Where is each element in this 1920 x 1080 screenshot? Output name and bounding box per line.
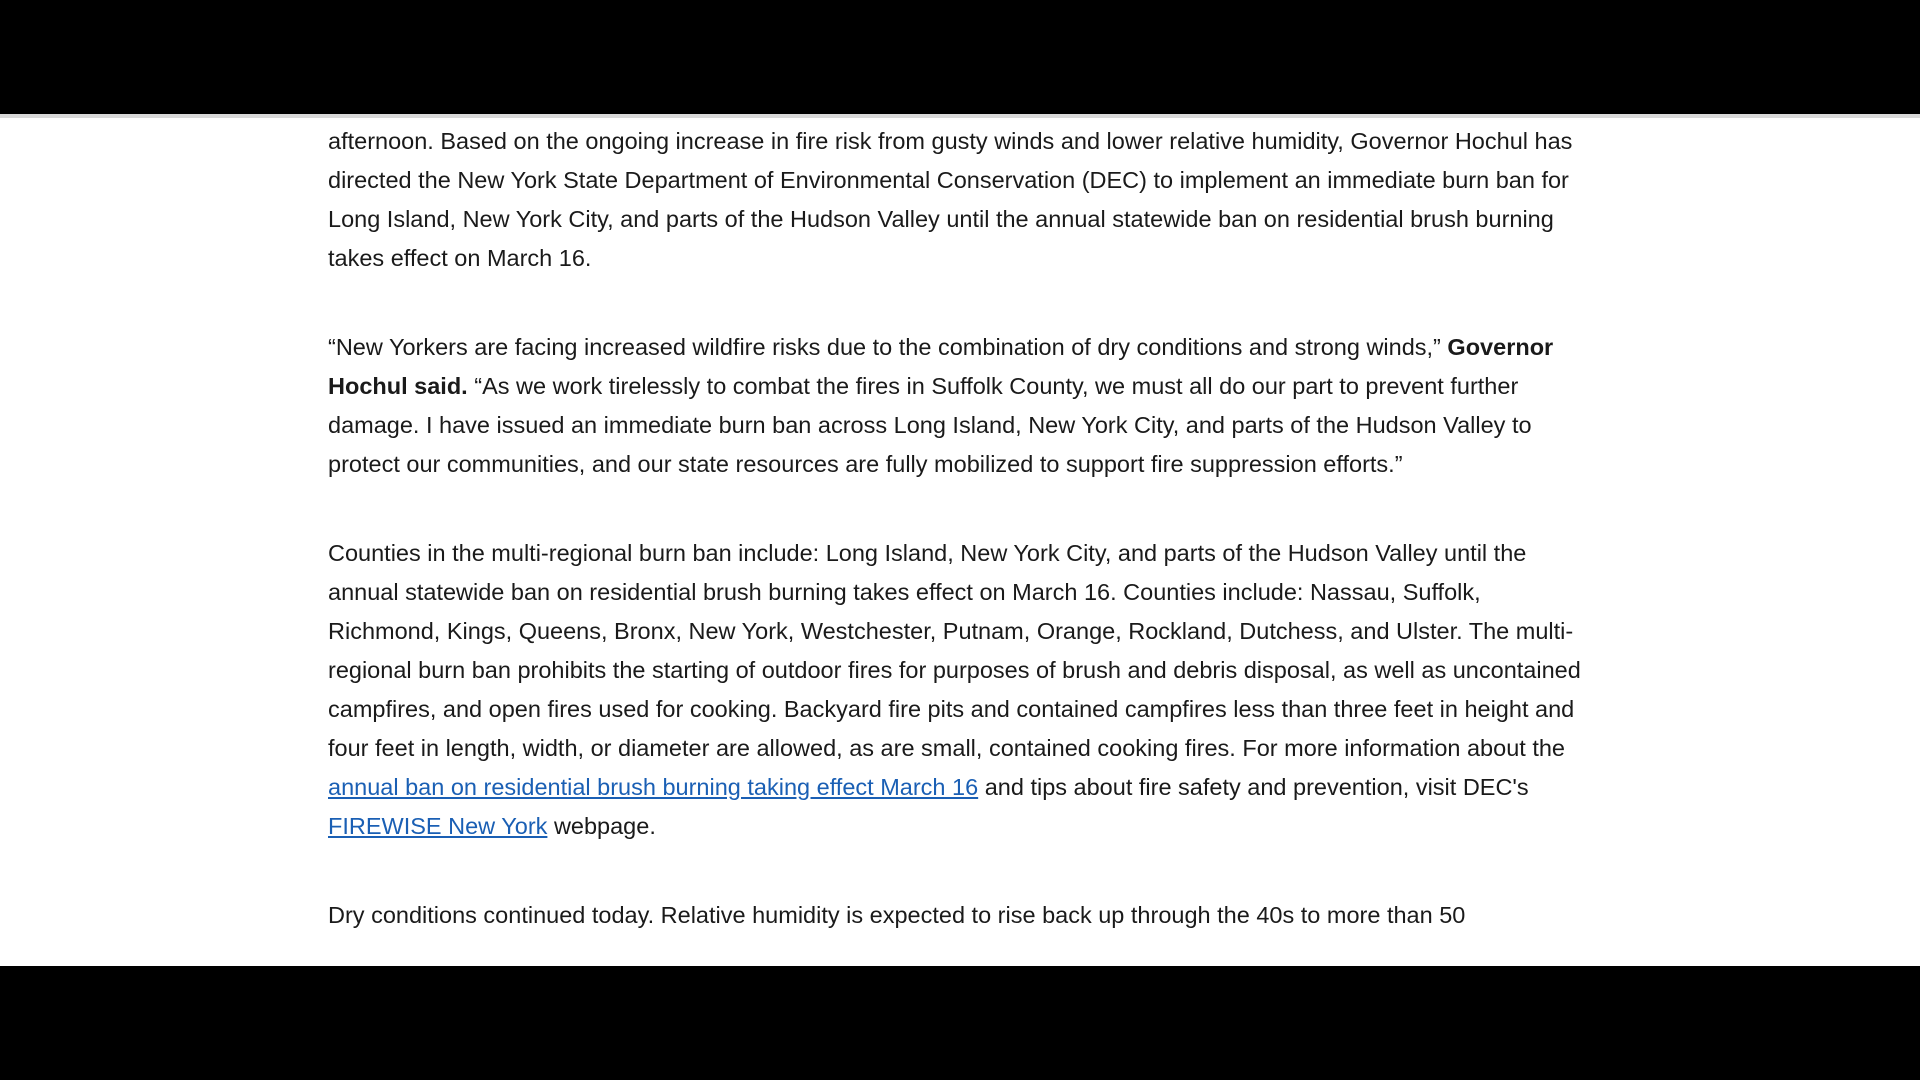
annual-burn-ban-link[interactable]: annual ban on residential brush burning taking effect March 16 (328, 774, 979, 800)
quote-body: “As we work tirelessly to combat the fires in Suffolk County, we must all do our part to prevent further damage. I have issued an immediate burn ban across Long Island, New York City, and parts of the Hudson Valley to protect our communities, and our state resources are fully mobilized to support fire suppression efforts.” (328, 373, 1532, 477)
article-paragraph-4: Dry conditions continued today. Relative humidity is expected to rise back up through the 40s to more than 50 (328, 902, 1466, 928)
paragraph-3-mid: and tips about fire safety and prevention, visit DEC's (984, 774, 1529, 800)
paragraph-3-text: Counties in the multi-regional burn ban include: Long Island, New York City, and parts of the Hudson Valley until the annual statewide ban on residential brush burning takes effect on March 16. Counties include: Nassau, Suffolk, Richmond, Kings, Queens, Bronx, New York, Westchester, Putnam, Orange, Rockland, Dutchess, and Ulster. The multi-regional burn ban prohibits the starting of outdoor fires for purposes of brush and debris disposal, as well as uncontained campfires, and open fires used for cooking. Backyard fire pits and contained campfires less than three feet in height and four feet in length, width, or diameter are allowed, as are small, contained cooking fires. For more information about the (328, 540, 1581, 761)
paragraph-3-end: webpage. (553, 813, 656, 839)
top-divider (0, 114, 1920, 118)
article-paragraph-3 (328, 534, 1593, 846)
article-paragraph-1: afternoon. Based on the ongoing increase in fire risk from gusty winds and lower relative humidity, Governor Hochul has directed the New York State Department of Environmental Conservation (DEC) to implement an immediate burn ban for Long Island, New York City, and parts of the Hudson Valley until the annual statewide ban on residential brush burning takes effect on March 16. (328, 128, 1573, 271)
article-body (328, 122, 1593, 966)
quote-speaker: Governor Hochul said. (328, 334, 1554, 399)
browser-viewport (0, 114, 1920, 966)
letterbox-bottom (0, 966, 1920, 1080)
quote-opening: “New Yorkers are facing increased wildfire risks due to the combination of dry conditions and strong winds,” (328, 334, 1441, 360)
article-paragraph-2 (328, 328, 1593, 484)
letterbox-top (0, 0, 1920, 114)
firewise-new-york-link[interactable]: FIREWISE New York (328, 813, 548, 839)
